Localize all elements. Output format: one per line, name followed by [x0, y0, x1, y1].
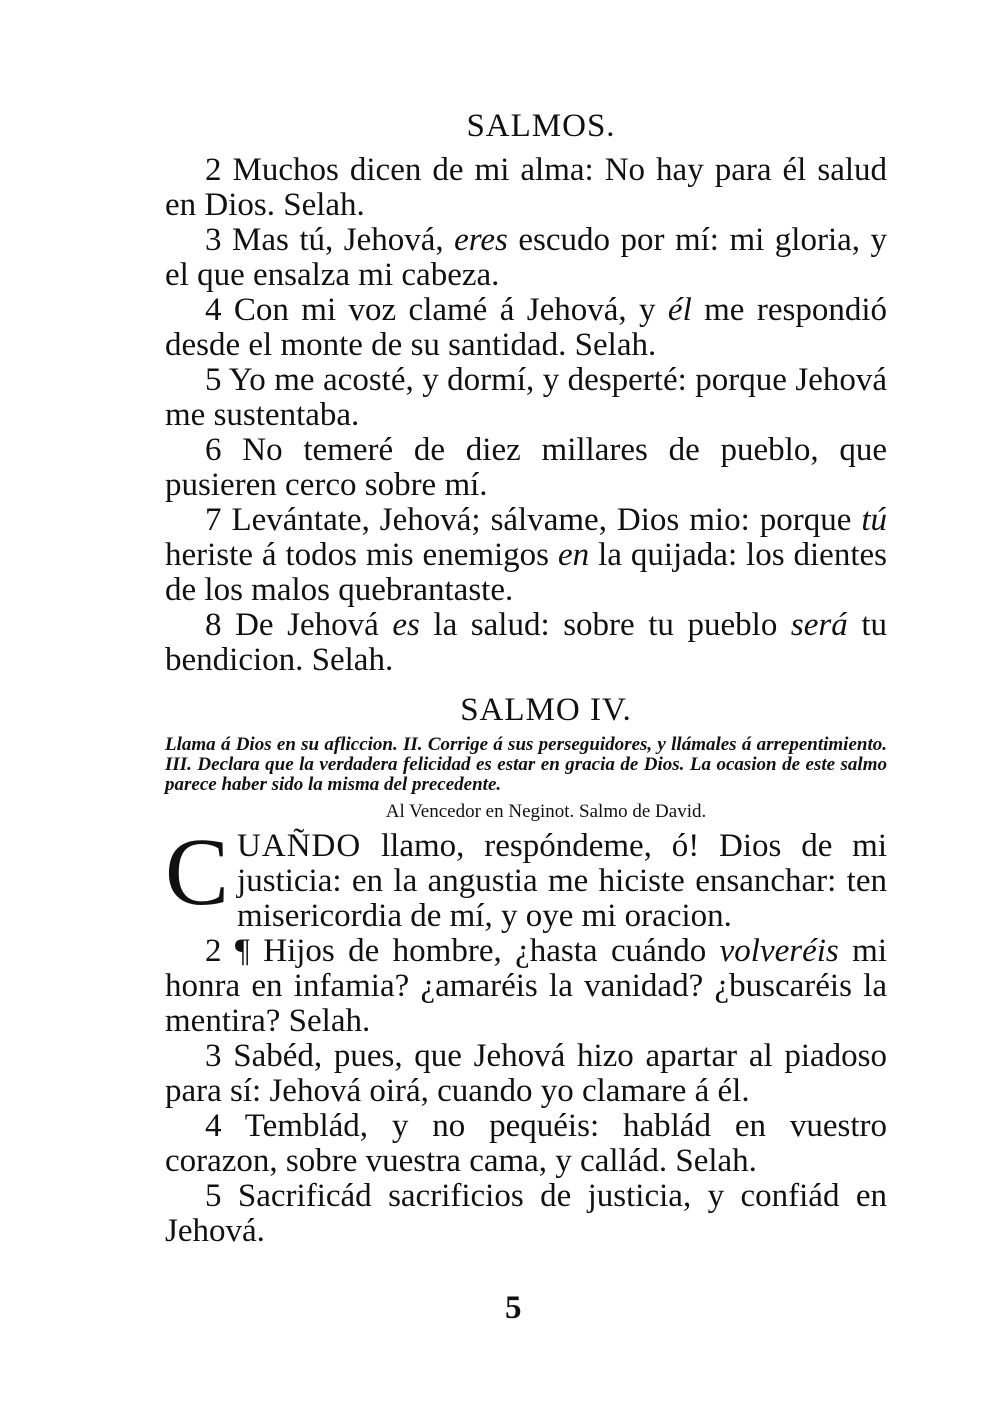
verse — [165, 1039, 887, 1109]
verse — [165, 608, 887, 678]
opening-text: llamo, respóndeme, ó! Dios de mi justicia: en la angustia me hiciste ensanchar: ten misericordia de mí, y oye mi oracion. — [237, 828, 887, 934]
verse — [165, 153, 887, 223]
verse-number: 6 — [205, 432, 222, 468]
verse-number: 8 — [205, 607, 222, 643]
verse — [165, 433, 887, 503]
verse-text: Hijos de hombre, ¿hasta cuándo — [263, 933, 720, 969]
verse-text: Sacrificád sacrificios de justicia, y confiád en Jehová. — [165, 1178, 888, 1249]
italic-supplied-word: tú — [861, 502, 888, 538]
page-number: 5 — [505, 1290, 522, 1326]
verse-number: 5 — [205, 1178, 222, 1214]
verse-text: heriste á todos mis enemigos — [165, 537, 558, 573]
psalm-superscription: Al Vencedor en Neginot. Salmo de David. — [385, 801, 707, 822]
verse-text: me respondió desde el monte de su santidad. Selah. — [165, 292, 887, 363]
verse-text: tu bendicion. Selah. — [165, 607, 887, 678]
italic-supplied-word: él — [667, 292, 692, 328]
verse-number: 3 — [205, 1038, 222, 1074]
verse-text: De Jehová — [235, 607, 393, 643]
verse — [165, 223, 887, 293]
verse — [165, 503, 887, 608]
psalm-4-verses — [165, 934, 887, 1249]
verse-number: 2 ¶ — [205, 933, 250, 969]
italic-supplied-word: es — [392, 607, 420, 643]
verse-text: Levántate, Jehová; sálvame, Dios mio: porque — [231, 502, 862, 538]
verse-text: escudo por mí: mi gloria, y el que ensalza mi cabeza. — [165, 222, 888, 293]
verse-number: 5 — [205, 362, 222, 398]
running-head: SALMOS. — [466, 108, 616, 144]
verse-number: 3 — [205, 222, 222, 258]
psalm-3-verses — [165, 153, 887, 678]
verse — [165, 363, 887, 433]
italic-supplied-word: será — [790, 607, 848, 643]
psalm-title: SALMO IV. — [460, 692, 632, 728]
verse-number: 4 — [205, 1108, 222, 1144]
verse — [165, 293, 887, 363]
verse — [165, 1109, 887, 1179]
italic-supplied-word: volveréis — [719, 933, 839, 969]
verse-text: Muchos dicen de mi alma: No hay para él salud en Dios. Selah. — [165, 152, 888, 223]
verse-number: 2 — [205, 152, 222, 188]
verse — [165, 1179, 887, 1249]
verse-text: la salud: sobre tu pueblo — [419, 607, 791, 643]
page-body — [165, 108, 887, 1249]
psalm-summary: Llama á Dios en su afliccion. II. Corrige á sus perseguidores, y llámales á arrepentimiento. III. Declara que la verdadera felicidad es estar en gracia de Dios. La ocasion de este salmo parece haber sido la misma del precedente. — [165, 734, 887, 795]
drop-cap: C — [165, 818, 230, 925]
verse-number: 4 — [205, 292, 222, 328]
verse-text: Con mi voz clamé á Jehová, y — [233, 292, 668, 328]
verse-text: mi honra en infamia? ¿amaréis la vanidad? ¿buscaréis la mentira? Selah. — [165, 933, 887, 1039]
opening-verse — [165, 818, 887, 934]
verse-text: la quijada: los dientes de los malos quebrantaste. — [165, 537, 887, 608]
verse-text: Sabéd, pues, que Jehová hizo apartar al piadoso para sí: Jehová oirá, cuando yo clamare á él. — [165, 1038, 888, 1109]
verse-number: 7 — [205, 502, 222, 538]
verse — [165, 934, 887, 1039]
italic-supplied-word: en — [557, 537, 590, 573]
verse-text: Temblád, y no pequéis: hablád en vuestro corazon, sobre vuestra cama, y callád. Selah. — [165, 1108, 887, 1179]
opening-caps: UAÑDO — [237, 828, 362, 864]
italic-supplied-word: eres — [454, 222, 508, 258]
verse-text: Yo me acosté, y dormí, y desperté: porque Jehová me sustentaba. — [165, 362, 887, 433]
verse-text: No temeré de diez millares de pueblo, que pusieren cerco sobre mí. — [165, 432, 887, 503]
verse-text: Mas tú, Jehová, — [232, 222, 455, 258]
